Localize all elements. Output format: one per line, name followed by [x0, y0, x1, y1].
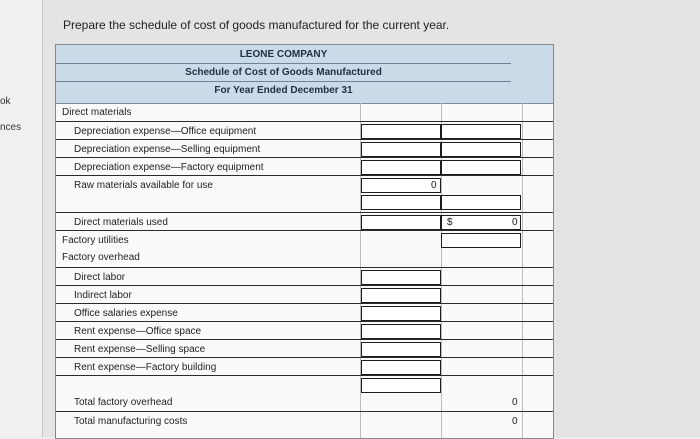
amount-input[interactable]	[361, 142, 441, 157]
amount-input[interactable]	[441, 124, 521, 139]
schedule-period: For Year Ended December 31	[214, 85, 353, 96]
computed-value: 0	[512, 217, 518, 228]
amount-input[interactable]	[361, 342, 441, 357]
row-label: Direct labor	[74, 272, 126, 283]
amount-input[interactable]	[361, 178, 441, 193]
schedule-row	[56, 139, 553, 158]
schedule-row	[56, 321, 553, 340]
schedule-row	[56, 267, 553, 286]
schedule-row	[56, 285, 553, 304]
schedule-row	[56, 193, 553, 212]
schedule-worksheet	[55, 44, 554, 439]
row-label: Depreciation expense—Selling equipment	[74, 144, 261, 155]
row-label: Direct materials used	[74, 217, 168, 228]
row-label: Depreciation expense—Factory equipment	[74, 162, 264, 173]
amount-input[interactable]	[361, 270, 441, 285]
schedule-header	[56, 45, 553, 104]
schedule-row	[56, 157, 553, 176]
amount-input[interactable]	[441, 215, 521, 230]
amount-input[interactable]	[361, 378, 441, 393]
sidebar-link-nces[interactable]: nces	[0, 122, 22, 133]
schedule-row	[56, 303, 553, 322]
schedule-row	[56, 339, 553, 358]
amount-input[interactable]	[361, 195, 441, 210]
row-label: Office salaries expense	[74, 308, 178, 319]
amount-input[interactable]	[361, 215, 441, 230]
schedule-row	[56, 393, 553, 411]
row-label: Rent expense—Factory building	[74, 362, 217, 373]
row-label: Indirect labor	[74, 290, 132, 301]
schedule-row	[56, 175, 553, 194]
amount-input[interactable]	[441, 233, 521, 248]
schedule-row	[56, 375, 553, 394]
amount-input[interactable]	[361, 288, 441, 303]
schedule-row	[56, 121, 553, 140]
row-label: Rent expense—Office space	[74, 326, 202, 337]
schedule-row	[56, 357, 553, 376]
schedule-row	[56, 230, 553, 249]
row-label: Factory utilities	[62, 235, 129, 246]
row-label: Total manufacturing costs	[74, 416, 188, 427]
computed-value: 0	[431, 180, 437, 191]
schedule-row	[56, 411, 553, 430]
amount-input[interactable]	[361, 160, 441, 175]
currency-symbol: $	[447, 217, 453, 228]
row-label: Direct materials	[62, 107, 132, 118]
amount-input[interactable]	[361, 360, 441, 375]
amount-input[interactable]	[361, 124, 441, 139]
schedule-row	[56, 103, 553, 121]
computed-value: 0	[512, 416, 518, 427]
company-name: LEONE COMPANY	[56, 49, 511, 64]
computed-value: 0	[512, 397, 518, 408]
sidebar-link-ok[interactable]: ok	[0, 96, 11, 107]
schedule-row	[56, 248, 553, 267]
row-label: Depreciation expense—Office equipment	[74, 126, 257, 137]
amount-input[interactable]	[441, 142, 521, 157]
left-sidebar	[0, 0, 43, 437]
row-label: Raw materials available for use	[74, 180, 213, 191]
question-prompt: Prepare the schedule of cost of goods manufactured for the current year.	[63, 18, 450, 32]
amount-input[interactable]	[361, 306, 441, 321]
main-content	[43, 0, 700, 437]
amount-input[interactable]	[441, 160, 521, 175]
row-label: Factory overhead	[62, 252, 140, 263]
amount-input[interactable]	[361, 324, 441, 339]
schedule-row	[56, 212, 553, 231]
row-label: Total factory overhead	[74, 397, 173, 408]
row-label: Rent expense—Selling space	[74, 344, 206, 355]
amount-input[interactable]	[441, 195, 521, 210]
schedule-title: Schedule of Cost of Goods Manufactured	[56, 67, 511, 82]
